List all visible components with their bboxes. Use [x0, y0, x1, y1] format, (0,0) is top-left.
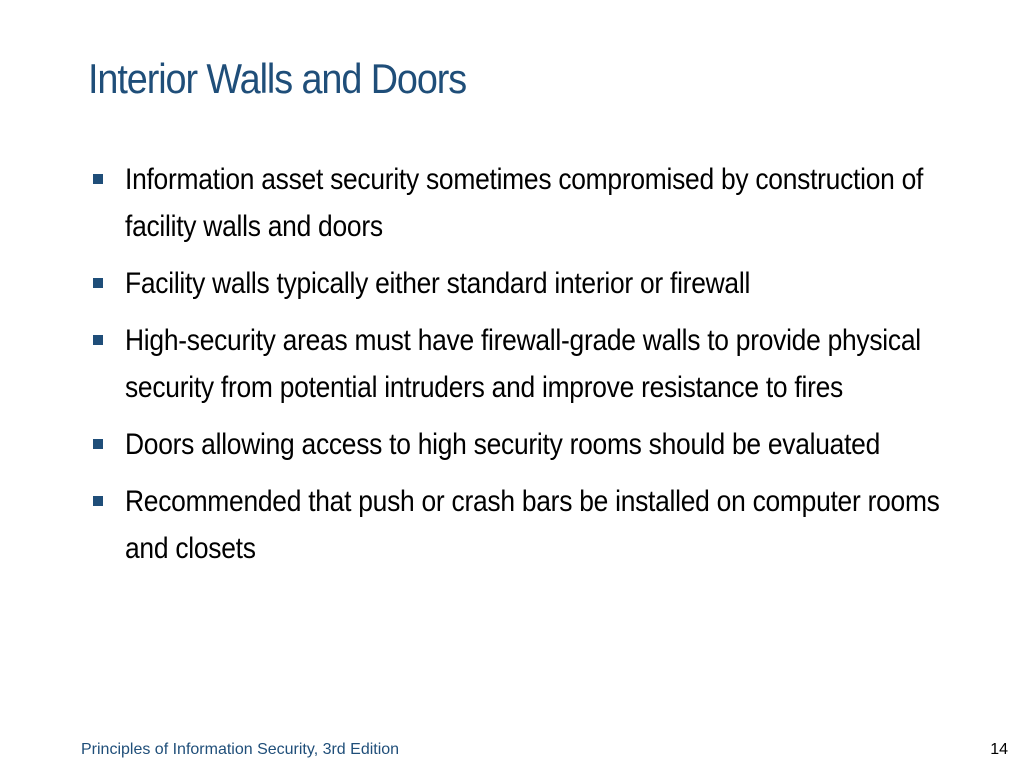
bullet-item	[88, 421, 968, 468]
bullet-text: Information asset security sometimes compromised by construction of facility walls and doors	[125, 163, 924, 243]
bullet-text: High-security areas must have firewall-grade walls to provide physical security from potential intruders and improve resistance to fires	[125, 324, 921, 404]
slide-title: Interior Walls and Doors	[88, 55, 467, 102]
square-bullet-icon	[93, 174, 103, 184]
square-bullet-icon	[93, 496, 103, 506]
page-number: 14	[990, 741, 1008, 758]
bullet-text: Facility walls typically either standard interior or firewall	[125, 267, 751, 300]
square-bullet-icon	[93, 278, 103, 288]
footer-text: Principles of Information Security, 3rd Edition	[81, 741, 400, 758]
square-bullet-icon	[93, 335, 103, 345]
bullet-text: Doors allowing access to high security rooms should be evaluated	[125, 428, 880, 461]
bullet-item	[88, 156, 968, 250]
square-bullet-icon	[93, 439, 103, 449]
bullet-item	[88, 260, 968, 307]
bullet-list	[88, 156, 968, 582]
bullet-item	[88, 478, 968, 572]
bullet-text: Recommended that push or crash bars be installed on computer rooms and closets	[125, 485, 940, 565]
bullet-item	[88, 317, 968, 411]
